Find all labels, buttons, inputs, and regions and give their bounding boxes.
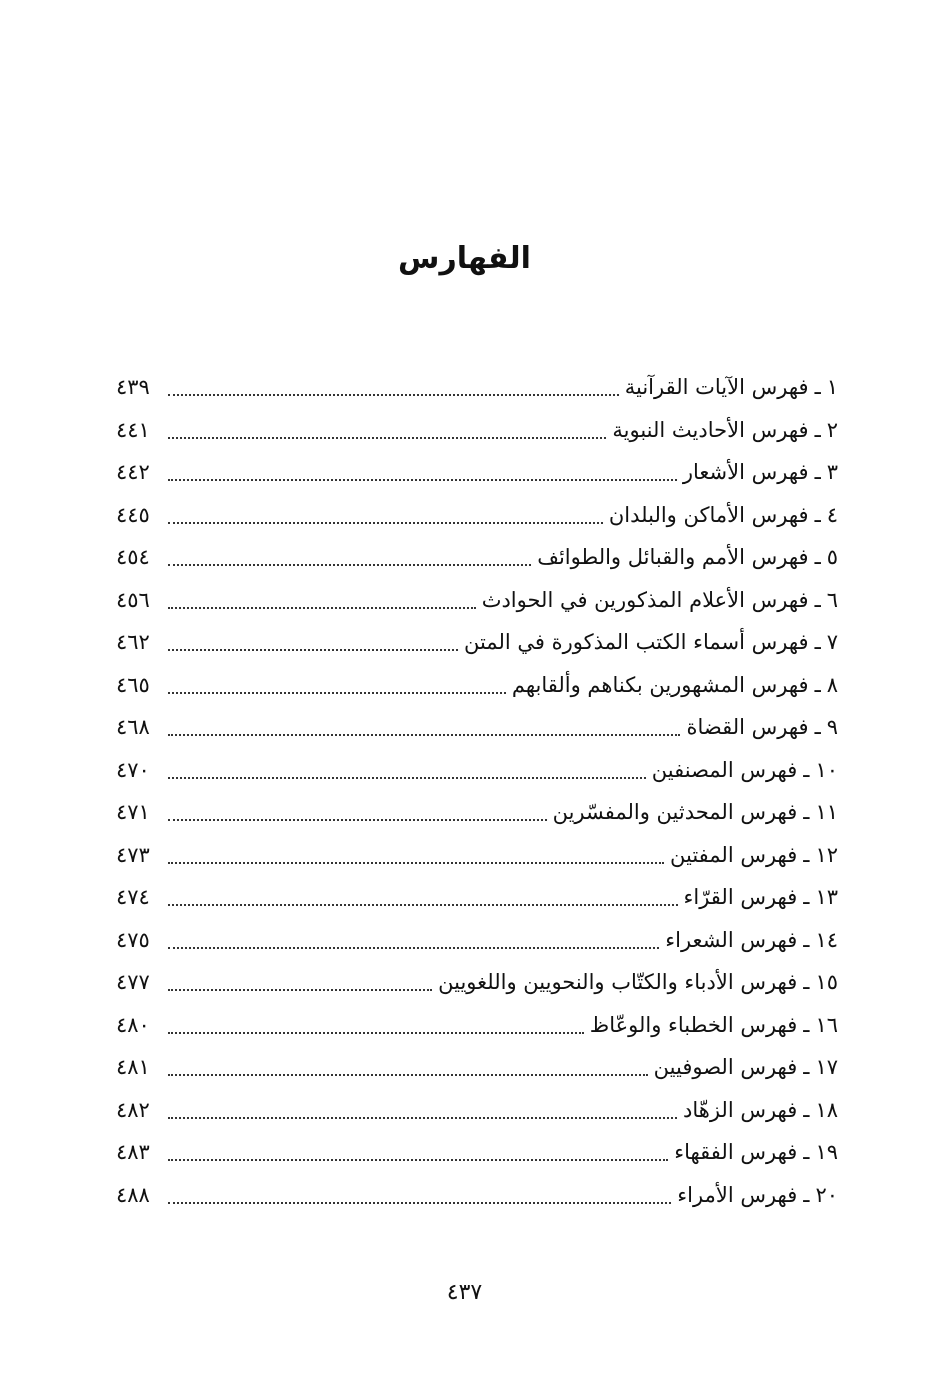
toc-entry-title: فهرس الأمراء — [677, 1182, 798, 1207]
toc-entry-title: فهرس الأشعار — [682, 460, 809, 484]
toc-entry-separator: ـ — [814, 460, 821, 484]
toc-entry-page: ٤٦٢ — [116, 630, 150, 654]
toc-entry-separator: ـ — [803, 970, 810, 994]
toc-entry — [116, 791, 838, 834]
toc-entry-separator: ـ — [814, 502, 821, 527]
toc-entry-page: ٤٥٦ — [116, 587, 150, 612]
toc-leader-dots — [168, 904, 678, 906]
toc-entry — [116, 621, 838, 664]
toc-entry-separator: ـ — [803, 1012, 810, 1037]
toc-entry-separator: ـ — [803, 1055, 810, 1079]
toc-entry — [116, 1046, 838, 1089]
toc-leader-dots — [168, 1202, 671, 1204]
toc-entry-number: ٣ — [826, 460, 838, 484]
toc-leader-dots — [168, 1117, 677, 1119]
toc-entry — [116, 1174, 838, 1217]
toc-entry-title: فهرس الخطباء والوعّاظ — [589, 1012, 798, 1037]
toc-entry-title: فهرس الأحاديث النبوية — [612, 417, 809, 442]
toc-entry-page: ٤٣٩ — [116, 375, 150, 399]
toc-entry-separator: ـ — [814, 417, 821, 442]
toc-entry-number: ٧ — [826, 630, 838, 654]
toc-entry-page: ٤٨٣ — [116, 1140, 150, 1164]
toc-entry — [116, 834, 838, 877]
toc-entry-title: فهرس الأدباء والكتّاب والنحويين واللغويين — [438, 970, 798, 994]
toc-leader-dots — [168, 479, 677, 481]
toc-entry-page: ٤٧٣ — [116, 842, 150, 867]
toc-entry-number: ٨ — [826, 672, 838, 697]
toc-leader-dots — [168, 1159, 668, 1161]
toc-entry-separator: ـ — [814, 587, 821, 612]
toc-entry-title: فهرس المصنفين — [651, 757, 798, 782]
toc-leader-dots — [168, 649, 458, 651]
toc-entry-title: فهرس الزهّاد — [683, 1097, 798, 1122]
toc-leader-dots — [168, 1074, 648, 1076]
toc-entry-page: ٤٧٧ — [116, 970, 150, 994]
toc-entry-number: ٤ — [826, 502, 838, 527]
toc-entry — [116, 366, 838, 409]
toc-entry-separator: ـ — [803, 800, 810, 824]
toc-leader-dots — [168, 437, 606, 439]
toc-entry-title: فهرس الأماكن والبلدان — [608, 502, 809, 527]
toc-entry-separator: ـ — [814, 375, 821, 399]
toc-entry-number: ١٨ — [815, 1097, 838, 1122]
toc-entry-number: ٦ — [826, 587, 838, 612]
toc-entry-separator: ـ — [803, 927, 810, 952]
toc-entry-number: ١١ — [815, 800, 838, 824]
toc-entry — [116, 409, 838, 452]
toc-entry-title: فهرس الأمم والقبائل والطوائف — [537, 545, 809, 569]
toc-entry-page: ٤٨٠ — [116, 1012, 150, 1037]
toc-entry-page: ٤٧٤ — [116, 885, 150, 909]
toc-entry-title: فهرس القضاة — [686, 715, 809, 739]
toc-entry-number: ١٢ — [815, 842, 838, 867]
toc-entry-separator: ـ — [803, 1097, 810, 1122]
toc-entry-separator: ـ — [803, 1182, 810, 1207]
toc-entry — [116, 706, 838, 749]
toc-entry-separator: ـ — [803, 885, 810, 909]
toc-leader-dots — [168, 819, 547, 821]
toc-entry-title: فهرس أسماء الكتب المذكورة في المتن — [463, 630, 809, 654]
toc-leader-dots — [168, 607, 476, 609]
toc-leader-dots — [168, 394, 619, 396]
toc-entry-separator: ـ — [803, 757, 810, 782]
toc-leader-dots — [168, 1032, 584, 1034]
toc-entry-number: ١٠ — [815, 757, 838, 782]
toc-entry-page: ٤٧١ — [116, 800, 150, 824]
toc-leader-dots — [168, 777, 646, 779]
toc-entry — [116, 536, 838, 579]
toc-entry — [116, 1131, 838, 1174]
toc-entry-page: ٤٨١ — [116, 1055, 150, 1079]
page-number: ٤٣٧ — [446, 1280, 483, 1305]
toc-entry — [116, 579, 838, 622]
toc-entry-page: ٤٧٠ — [116, 757, 150, 782]
page-title: الفهارس — [398, 241, 531, 277]
toc-entry — [116, 494, 838, 537]
toc-entry-title: فهرس الآيات القرآنية — [624, 375, 809, 399]
toc-entry-page: ٤٦٥ — [116, 672, 150, 697]
toc-entry-title: فهرس الأعلام المذكورين في الحوادث — [481, 587, 809, 612]
toc-entry-page: ٤٤٢ — [116, 460, 150, 484]
toc-entry-separator: ـ — [814, 630, 821, 654]
toc-entry — [116, 451, 838, 494]
toc-entry — [116, 749, 838, 792]
toc-entry-number: ١ — [826, 375, 838, 399]
toc-entry-page: ٤٧٥ — [116, 927, 150, 952]
toc-entry-separator: ـ — [803, 1140, 810, 1164]
toc-entry-number: ٥ — [826, 545, 838, 569]
toc-entry — [116, 919, 838, 962]
toc-entry — [116, 876, 838, 919]
toc-entry-number: ١٧ — [815, 1055, 838, 1079]
toc-leader-dots — [168, 734, 680, 736]
toc-entry-page: ٤٦٨ — [116, 715, 150, 739]
toc-entry-page: ٤٤١ — [116, 417, 150, 442]
toc-entry-number: ٢ — [826, 417, 838, 442]
toc-entry-title: فهرس الصوفيين — [653, 1055, 798, 1079]
toc-entry-title: فهرس المحدثين والمفسّرين — [552, 800, 798, 824]
toc-entry-number: ٢٠ — [815, 1182, 838, 1207]
toc-entry-number: ١٥ — [815, 970, 838, 994]
toc-entry-title: فهرس المشهورين بكناهم وألقابهم — [511, 672, 809, 697]
toc-entry-number: ١٩ — [815, 1140, 838, 1164]
table-of-contents — [116, 366, 838, 1216]
toc-entry — [116, 1089, 838, 1132]
toc-entry-page: ٤٨٢ — [116, 1097, 150, 1122]
toc-entry-separator: ـ — [814, 672, 821, 697]
toc-entry-title: فهرس المفتين — [670, 842, 798, 867]
toc-entry-separator: ـ — [814, 715, 821, 739]
toc-leader-dots — [168, 947, 659, 949]
toc-entry-number: ١٦ — [815, 1012, 838, 1037]
toc-leader-dots — [168, 564, 531, 566]
toc-entry-page: ٤٤٥ — [116, 502, 150, 527]
toc-entry-number: ١٤ — [815, 927, 838, 952]
toc-leader-dots — [168, 989, 432, 991]
toc-entry-number: ١٣ — [815, 885, 838, 909]
toc-entry-title: فهرس الفقهاء — [674, 1140, 798, 1164]
toc-leader-dots — [168, 862, 664, 864]
toc-entry-number: ٩ — [826, 715, 838, 739]
toc-entry — [116, 961, 838, 1004]
toc-entry-title: فهرس القرّاء — [683, 885, 798, 909]
toc-entry — [116, 664, 838, 707]
toc-entry-separator: ـ — [814, 545, 821, 569]
toc-entry-separator: ـ — [803, 842, 810, 867]
toc-entry-page: ٤٥٤ — [116, 545, 150, 569]
toc-entry-title: فهرس الشعراء — [665, 927, 798, 952]
toc-leader-dots — [168, 692, 506, 694]
toc-leader-dots — [168, 522, 603, 524]
toc-entry-page: ٤٨٨ — [116, 1182, 150, 1207]
toc-entry — [116, 1004, 838, 1047]
